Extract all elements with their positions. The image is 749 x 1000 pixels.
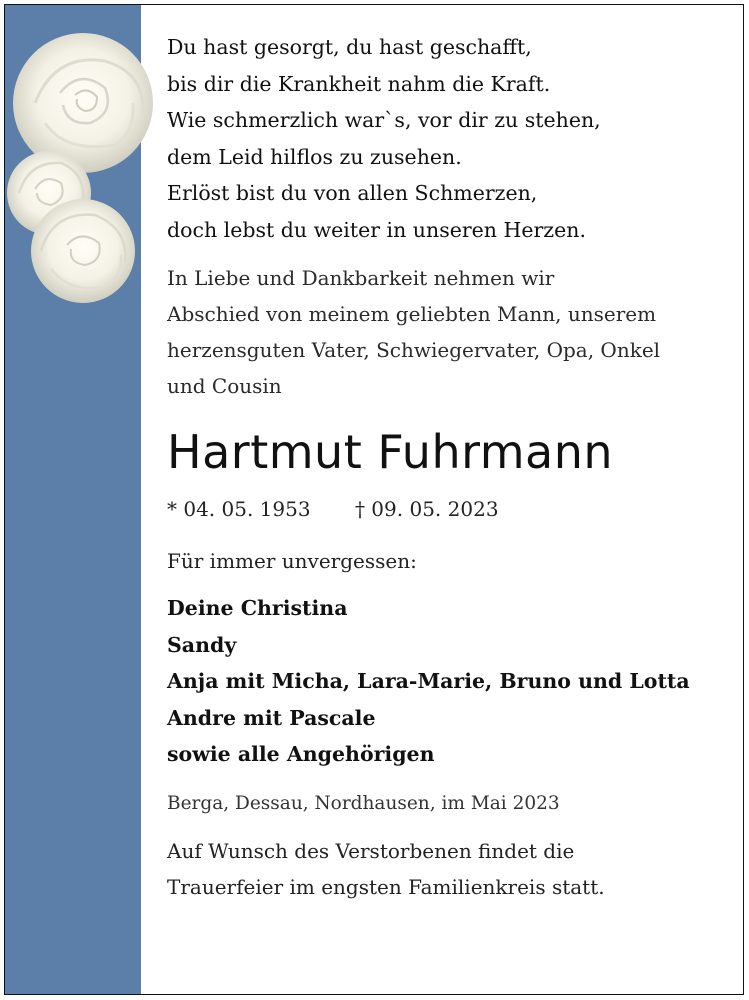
intro-line: und Cousin — [167, 374, 282, 398]
notice-line: Auf Wunsch des Verstorbenen findet die — [167, 838, 575, 863]
poem-line: Du hast gesorgt, du hast geschafft, — [167, 35, 532, 59]
mourner: Andre mit Pascale — [167, 705, 376, 730]
poem — [167, 29, 727, 248]
funeral-notice — [167, 833, 727, 905]
poem-line: Erlöst bist du von allen Schmerzen, — [167, 181, 538, 205]
mourner: Deine Christina — [167, 596, 348, 620]
poem-line: bis dir die Krankheit nahm die Kraft. — [167, 71, 551, 96]
deceased-name: Hartmut Fuhrmann — [167, 425, 614, 479]
rose-large — [13, 33, 153, 173]
intro-line: herzensguten Vater, Schwiegervater, Opa, Onkel — [167, 338, 661, 362]
notice-line: Trauerfeier im engsten Familienkreis statt. — [167, 874, 605, 899]
intro-text — [167, 260, 727, 404]
poem-line: doch lebst du weiter in unseren Herzen. — [167, 217, 586, 242]
intro-line: Abschied von meinem geliebten Mann, unserem — [167, 302, 657, 326]
poem-line: dem Leid hilflos zu zusehen. — [167, 144, 462, 169]
memory-line: Für immer unvergessen: — [167, 549, 417, 573]
obituary-notice — [4, 4, 744, 995]
place-date: Berga, Dessau, Nordhausen, im Mai 2023 — [167, 792, 560, 814]
intro-line: In Liebe und Dankbarkeit nehmen wir — [167, 266, 555, 290]
poem-line: Wie schmerzlich war`s, vor dir zu stehen, — [167, 108, 601, 132]
mourners-list — [167, 590, 727, 773]
rose-medium — [31, 199, 135, 303]
mourner: Anja mit Micha, Lara-Marie, Bruno und Lotta — [167, 669, 690, 693]
death-date: † 09. 05. 2023 — [354, 497, 499, 521]
mourner: sowie alle Angehörigen — [167, 742, 435, 766]
life-dates — [167, 492, 727, 526]
mourner: Sandy — [167, 632, 237, 657]
birth-date: * 04. 05. 1953 — [167, 497, 311, 521]
notice-content — [167, 29, 727, 905]
